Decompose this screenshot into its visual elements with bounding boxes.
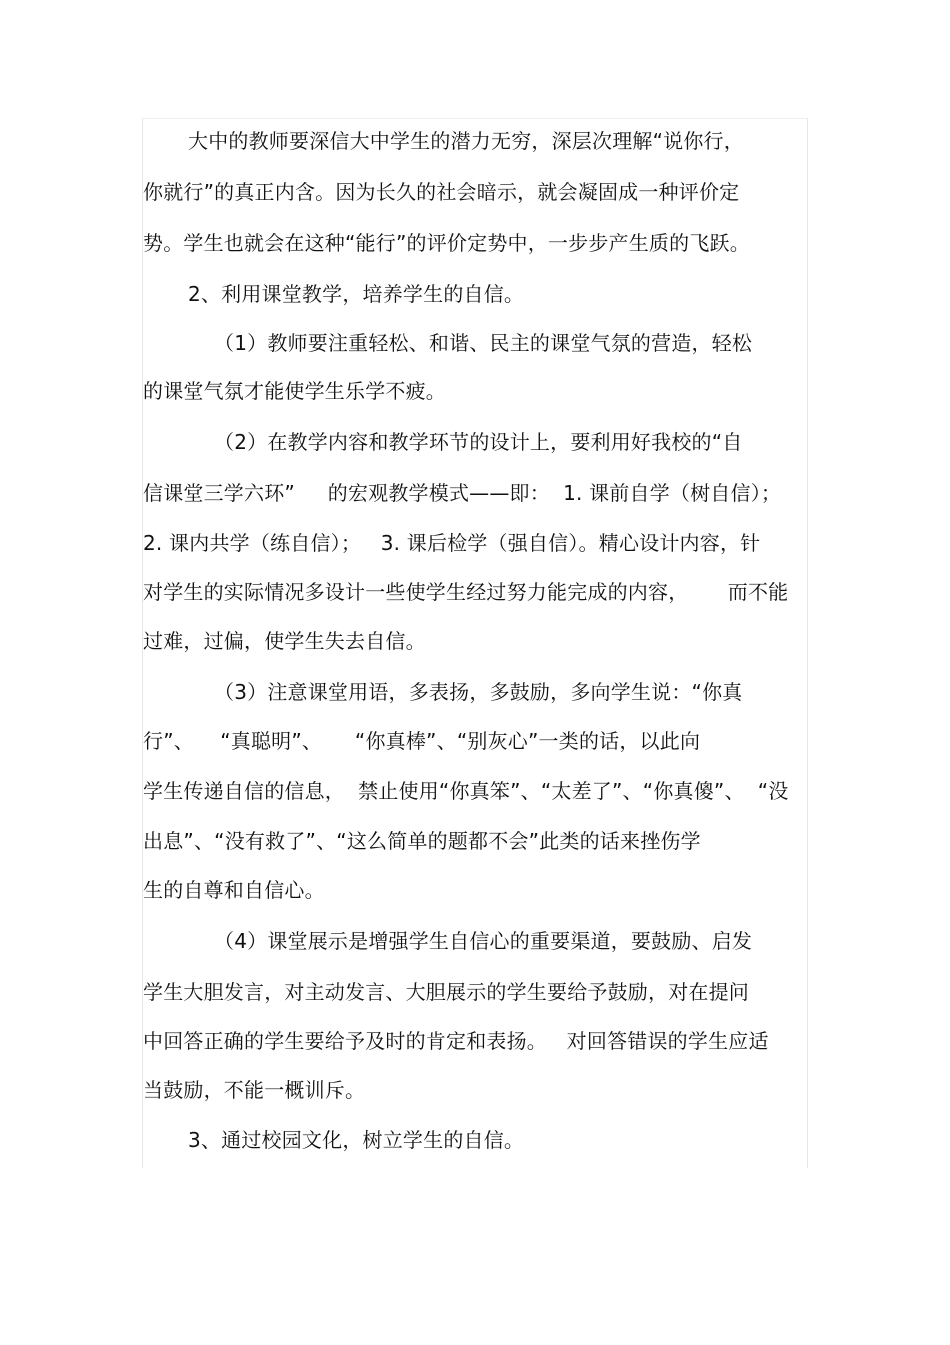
text-line-12: （3）注意课堂用语，多表扬，多鼓励，多向学生说：“你真 (214, 680, 743, 704)
text-line-5: （1）教师要注重轻松、和谐、民主的课堂气氛的营造，轻松 (214, 331, 753, 355)
text-line-19: 中回答正确的学生要给予及时的肯定和表扬。 对回答错误的学生应适 (143, 1029, 769, 1053)
text-line-15: 出息”、“没有救了”、“这么简单的题都不会”此类的话来挫伤学 (143, 829, 701, 853)
section-heading-3: 3、通过校园文化，树立学生的自信。 (188, 1128, 525, 1152)
text-line-17: （4）课堂展示是增强学生自信心的重要渠道，要鼓励、启发 (214, 929, 753, 953)
text-line-7: （2）在教学内容和教学环节的设计上，要利用好我校的“自 (214, 430, 743, 454)
text-line-3: 势。学生也就会在这种“能行”的评价定势中，一步步产生质的飞跃。 (143, 231, 750, 255)
text-line-10: 对学生的实际情况多设计一些使学生经过努力能完成的内容， 而不能 (143, 580, 789, 604)
text-line-9: 2. 课内共学（练自信）； 3. 课后检学（强自信）。精心设计内容，针 (143, 531, 761, 555)
text-line-11: 过难，过偏，使学生失去自信。 (143, 629, 426, 653)
text-line-13: 行”、 “真聪明”、 “你真棒”、“别灰心”一类的话，以此向 (143, 729, 701, 753)
section-heading-2: 2、利用课堂教学，培养学生的自信。 (188, 282, 525, 306)
text-line-2: 你就行”的真正内含。因为长久的社会暗示，就会凝固成一种评价定 (143, 180, 740, 204)
text-line-16: 生的自尊和自信心。 (143, 878, 325, 902)
text-line-18: 学生大胆发言，对主动发言、大胆展示的学生要给予鼓励，对在提问 (143, 980, 749, 1004)
text-line-6: 的课堂气氛才能使学生乐学不疲。 (143, 379, 446, 403)
text-line-1: 大中的教师要深信大中学生的潜力无穷，深层次理解“说你行， (188, 129, 744, 153)
text-line-20: 当鼓励，不能一概训斥。 (143, 1078, 366, 1102)
text-line-8: 信课堂三学六环” 的宏观教学模式——即： 1. 课前自学（树自信）； (143, 481, 782, 505)
text-line-14: 学生传递自信的信息， 禁止使用“你真笨”、“太差了”、“你真傻”、 “没 (143, 779, 789, 803)
